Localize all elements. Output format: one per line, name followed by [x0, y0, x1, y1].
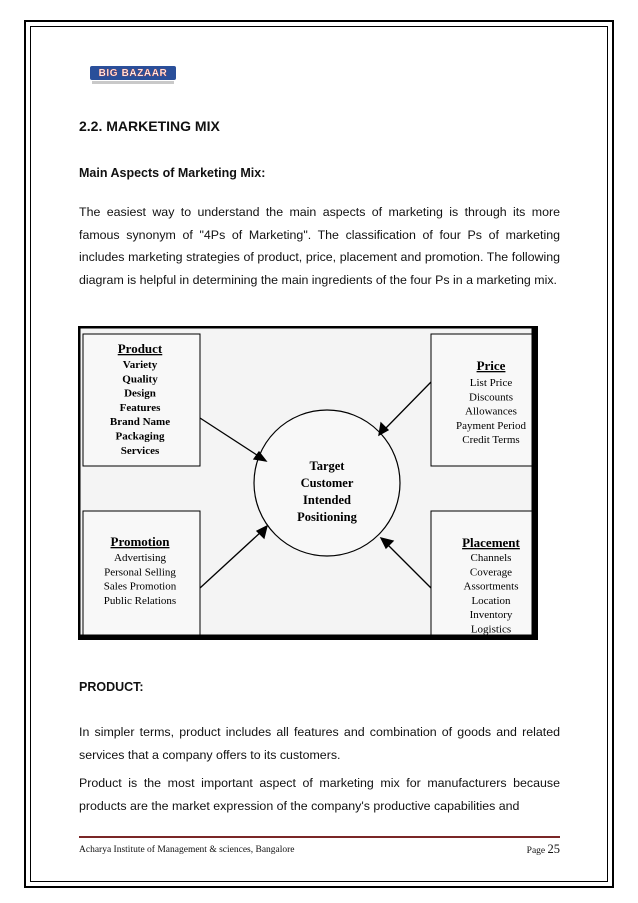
subheading: Main Aspects of Marketing Mix:: [79, 166, 266, 180]
product-item: Variety: [122, 359, 158, 371]
center-line: Intended: [303, 493, 351, 507]
promotion-title: Promotion: [110, 534, 170, 549]
price-item: Allowances: [465, 405, 517, 418]
product-paragraph-2: Product is the most important aspect of marketing mix for manufacturers because products are the market expression of the company's productive capabilities and: [79, 776, 560, 813]
product-item: Brand Name: [109, 416, 171, 429]
promotion-item: Advertising: [114, 552, 166, 564]
price-item: Payment Period: [456, 419, 526, 432]
price-title: Price: [476, 358, 506, 373]
placement-item: Channels: [470, 552, 512, 564]
placement-item: Inventory: [469, 609, 513, 622]
logo-text: BIG BAZAAR: [98, 67, 168, 79]
price-item: List Price: [469, 377, 513, 389]
footer-page-number: 25: [547, 842, 560, 856]
placement-item: Location: [471, 594, 511, 607]
promotion-item: Public Relations: [103, 594, 177, 607]
big-bazaar-logo: [90, 66, 176, 85]
footer-page: [496, 842, 560, 857]
footer-institute: Acharya Institute of Management & sciences, Bangalore: [79, 845, 295, 855]
section-title: 2.2. MARKETING MIX: [79, 118, 220, 134]
promotion-item: Personal Selling: [104, 566, 176, 579]
product-item: Design: [124, 387, 156, 400]
marketing-mix-diagram: [78, 326, 538, 640]
product-item: Features: [119, 401, 161, 414]
intro-paragraph: The easiest way to understand the main aspects of marketing is through its more famous synonym of "4Ps of Marketing". The classification of four Ps of marketing includes marketing strategies of product, price, placement and promotion. The following diagram is helpful in determining the main ingredients of the four Ps in a marketing mix.: [79, 205, 560, 288]
center-line: Target: [309, 459, 345, 473]
product-item: Quality: [122, 373, 158, 386]
logo-tagline-strip: [92, 81, 174, 84]
placement-item: Coverage: [469, 566, 513, 579]
logo-badge: [90, 66, 176, 80]
footer-page-label: Page: [526, 846, 546, 856]
placement-item: Assortments: [463, 580, 519, 593]
center-line: Positioning: [297, 510, 357, 524]
price-item: Credit Terms: [462, 434, 520, 447]
placement-title: Placement: [462, 535, 520, 550]
price-item: Discounts: [469, 391, 513, 404]
product-heading: PRODUCT:: [79, 680, 144, 694]
footer-rule: [79, 836, 560, 838]
center-line: Customer: [300, 476, 354, 490]
placement-item: Logistics: [470, 623, 512, 636]
product-item: Packaging: [115, 430, 165, 443]
promotion-item: Sales Promotion: [103, 580, 177, 593]
product-item: Services: [120, 444, 160, 457]
product-paragraph-1: In simpler terms, product includes all features and combination of goods and related services that a company offers to its customers.: [79, 725, 560, 762]
product-title: Product: [117, 341, 163, 356]
